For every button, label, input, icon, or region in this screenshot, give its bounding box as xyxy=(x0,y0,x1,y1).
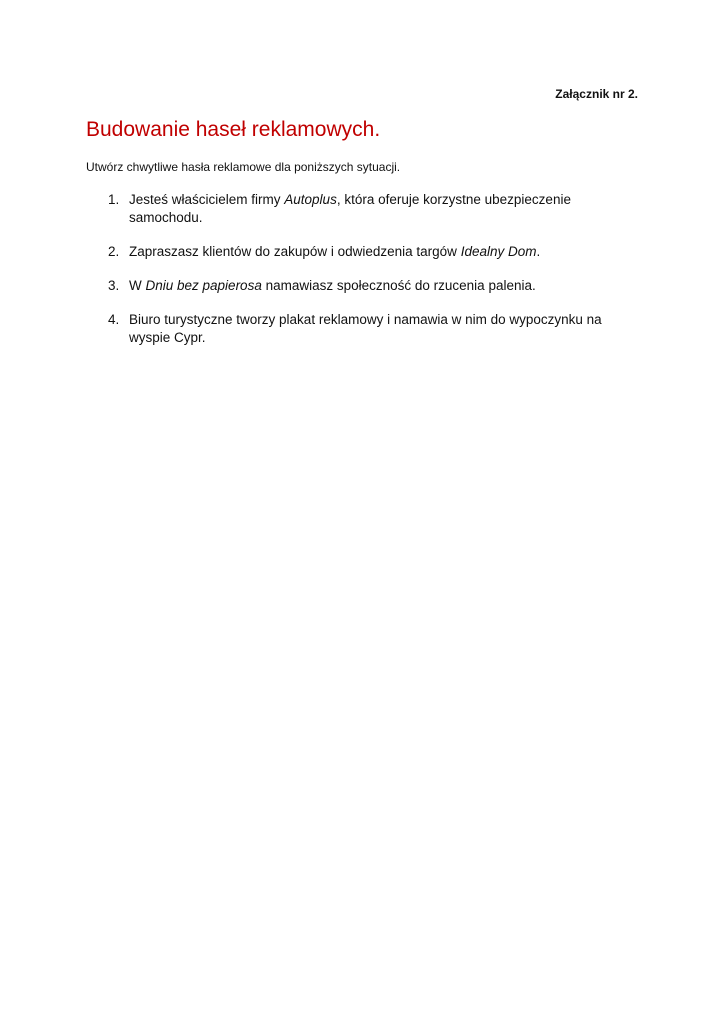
page-title: Budowanie haseł reklamowych. xyxy=(86,118,381,141)
intro-instruction: Utwórz chwytliwe hasła reklamowe dla poniższych sytuacji. xyxy=(86,160,401,174)
task-text-before: Jesteś właścicielem firmy xyxy=(129,192,285,207)
task-text-before: W xyxy=(129,278,146,293)
task-number: 4. xyxy=(108,312,120,327)
task-emphasis: Autoplus xyxy=(284,192,337,207)
task-text-after: , która oferuje korzystne ubezpieczenie samochodu. xyxy=(129,192,571,225)
task-item-3 xyxy=(86,277,606,295)
task-text-before: Zapraszasz klientów do zakupów i odwiedzenia targów xyxy=(129,244,461,259)
task-text-after: namawiasz społeczność do rzucenia palenia. xyxy=(261,278,536,293)
task-text-after: . xyxy=(536,244,541,259)
task-list xyxy=(86,191,606,363)
annex-label: Załącznik nr 2. xyxy=(555,87,638,101)
task-text-before: Biuro turystyczne tworzy plakat reklamowy i namawia w nim do wypoczynku na wyspie Cypr. xyxy=(129,312,602,345)
task-item-4 xyxy=(86,311,606,347)
task-item-2 xyxy=(86,243,606,261)
task-number: 1. xyxy=(108,192,120,207)
task-number: 3. xyxy=(108,278,120,293)
task-emphasis: Dniu bez papierosa xyxy=(145,278,262,293)
task-emphasis: Idealny Dom xyxy=(460,244,537,259)
task-item-1 xyxy=(86,191,606,227)
task-number: 2. xyxy=(108,244,120,259)
